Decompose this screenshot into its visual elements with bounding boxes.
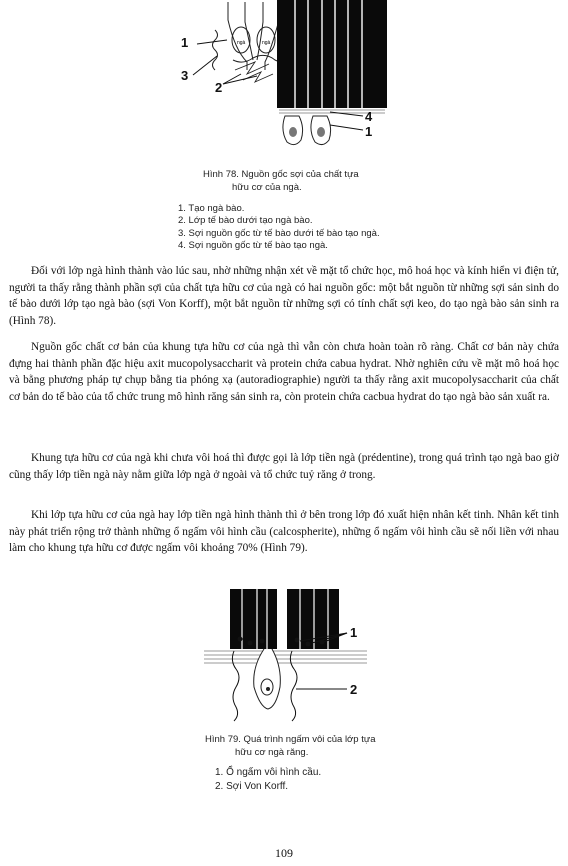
fig78-label-1: 1 bbox=[181, 35, 189, 50]
fig79-label-2: 2 bbox=[350, 682, 358, 697]
fig79-label-1: 1 bbox=[350, 625, 358, 640]
fig78-label-4: 4 bbox=[365, 109, 373, 124]
fig78-caption-line2: hữu cơ của ngà. bbox=[232, 182, 302, 193]
figure-79-illustration bbox=[202, 587, 372, 727]
paragraph-2: Nguồn gốc chất cơ bản của khung tựa hữu cơ của ngà thì vẫn còn chưa hoàn toàn rõ ràng. Chất cơ bản này chứa đựng hai thành phần đặc hiệu axit mucopolysaccharit và protein chứa cabua hydrat. Nhờ nghiên cứu về mặt mô hoá học và bằng phương pháp tự chụp bằng tia phóng xạ (autoradiographie) người ta thấy rằng axit mucopolysaccharit của chất cơ bản do tế bào của tổ chức trung mô hình răng sản sinh ra, còn protein chứa cacbua hydrat do tạo ngà bào sản xuất ra. bbox=[9, 341, 559, 403]
fig78-label-3: 3 bbox=[181, 68, 189, 83]
svg-text:ngà: ngà bbox=[262, 40, 271, 46]
fig79-caption-line2: hữu cơ ngà răng. bbox=[235, 747, 309, 758]
fig78-label-2: 2 bbox=[215, 80, 223, 95]
paragraph-3: Khung tựa hữu cơ của ngà khi chưa vôi hoá thì được gọi là lớp tiền ngà (prédentine), trong quá trình tạo ngà bao giờ cũng thấy lớp tiền ngà này nằm giữa lớp ngà ở ngoài và tổ chức tuỷ răng ở trong. bbox=[9, 452, 559, 481]
svg-text:ngà: ngà bbox=[237, 40, 246, 46]
fig79-caption-line1: Hình 79. Quá trình ngấm vôi của lớp tựa bbox=[205, 734, 376, 745]
page-number: 109 bbox=[275, 846, 293, 860]
fig78-caption-line1: Hình 78. Nguồn gốc sợi của chất tựa bbox=[203, 169, 359, 180]
legend-item: 2. Lớp tế bào dưới tạo ngà bào. bbox=[178, 215, 313, 227]
paragraph-4: Khi lớp tựa hữu cơ của ngà hay lớp tiền ngà hình thành thì ở bên trong lớp đó xuất hiện nhân kết tinh. Nhân kết tinh này phát triển rộng trở thành những ổ ngấm vôi hình cầu (calcospherite), những ổ ngấm vôi hình cầu sẽ nối liền với nhau làm cho khung tựa hữu cơ được ngấm vôi khoảng 70% (Hình 79). bbox=[9, 509, 559, 555]
legend-item: 2. Sợi Von Korff. bbox=[215, 780, 289, 792]
paragraph-1: Đối với lớp ngà hình thành vào lúc sau, nhờ những nhận xét về mặt tổ chức học, mô hoá học và kính hiển vi điện tử, người ta thấy rằng thành phần sợi của chất tựa hữu cơ của ngà có hai nguồn gốc: một bắt nguồn từ những sợi sản sinh do tế bào dưới lớp tạo ngà bào (sợi Von Korff), một bắt nguồn từ những sợi có tính chất sợi keo, do tạo ngà bào sản sinh ra (Hình 78). bbox=[9, 265, 559, 327]
legend-item: 3. Sợi nguồn gốc từ tế bào dưới tế bào tạo ngà. bbox=[178, 227, 380, 239]
legend-item: 4. Sợi nguồn gốc từ tế bào tạo ngà. bbox=[178, 239, 328, 251]
fig79-legend bbox=[215, 766, 321, 793]
legend-item: 1. Tạo ngà bào. bbox=[178, 203, 245, 214]
fig78-label-1b: 1 bbox=[365, 124, 373, 139]
legend-item: 1. Ổ ngấm vôi hình cầu. bbox=[215, 767, 322, 778]
figure-78-illustration bbox=[175, 0, 390, 150]
fig78-legend bbox=[178, 203, 380, 252]
